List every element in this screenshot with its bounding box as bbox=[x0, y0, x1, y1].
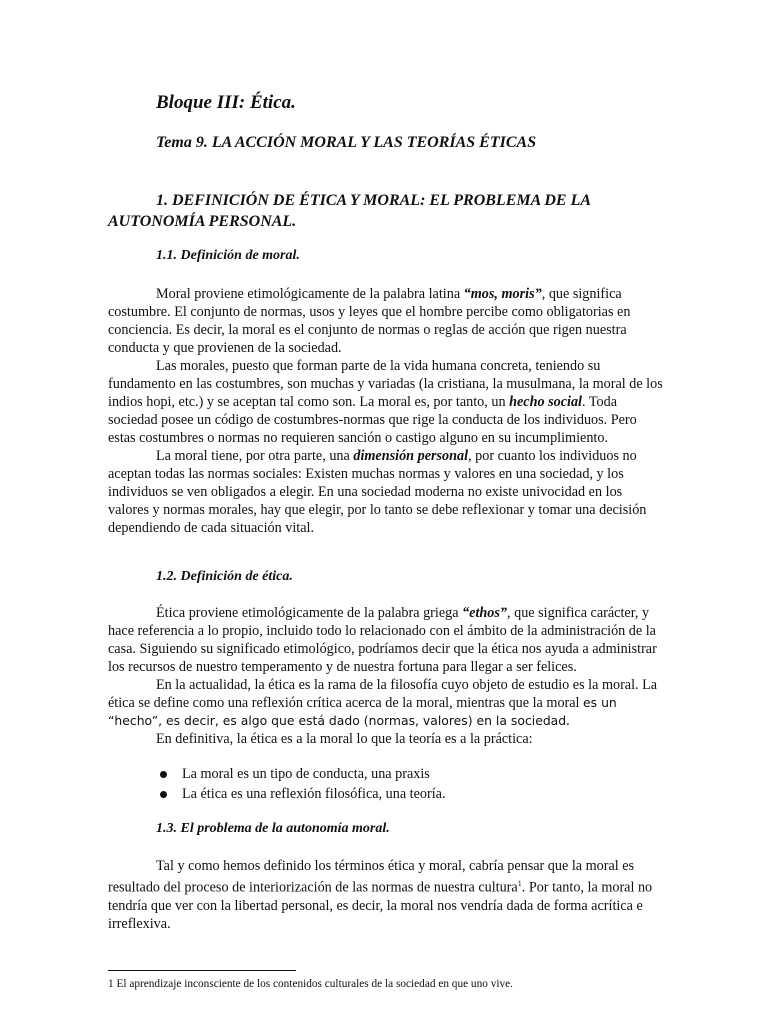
footnote-ref[interactable]: 1 bbox=[517, 879, 522, 888]
section-title-line2: AUTONOMÍA PERSONAL. bbox=[108, 213, 297, 230]
text: Moral proviene etimológicamente de la palabra latina bbox=[156, 286, 464, 302]
emphasis-mos-moris: “mos, moris” bbox=[463, 286, 542, 302]
section-title bbox=[108, 190, 668, 232]
moral-paragraph-2 bbox=[108, 357, 664, 447]
text: Las morales, puesto que forman parte de la vida humana concreta, teniendo su fundamento en las costumbres, son muchas y variadas (la cristiana, la musulmana, la moral de los indios hopi, etc.) y se aceptan tal como son. La moral es, por tanto, un bbox=[108, 358, 663, 410]
etica-paragraph-2 bbox=[108, 676, 664, 730]
etica-paragraphs bbox=[108, 604, 664, 748]
alt-font-text: es un “hecho”, es decir, es algo que está dado (normas, valores) en la sociedad bbox=[108, 695, 617, 728]
subsection-title-autonomia: 1.3. El problema de la autonomía moral. bbox=[156, 821, 390, 836]
block-title: Bloque III: Ética. bbox=[156, 92, 296, 113]
list-item-text: La moral es un tipo de conducta, una praxis bbox=[182, 766, 430, 782]
list-item bbox=[156, 764, 446, 784]
text: Tal y como hemos definido los términos ética y moral, cabría pensar que la moral es resultado del proceso de interiorización de las normas de nuestra cultura bbox=[108, 858, 635, 896]
list-item-text: La ética es una reflexión filosófica, una teoría. bbox=[182, 786, 446, 802]
text: . Toda sociedad posee un código de costumbres-normas que rige la conducta de los individuos. Pero estas costumbres o normas no requieren sanción o castigo alguno en su incumplimiento. bbox=[108, 394, 637, 446]
text: , que significa carácter, y hace referencia a lo propio, incluido todo lo relacionado con el ámbito de la administración de la casa. Siguiendo su significado etimológico, podríamos decir que la ética nos ayuda a administrar los recursos de nuestro temperamento y de nuestra fortuna para llegar a ser felices. bbox=[108, 605, 657, 675]
moral-paragraphs bbox=[108, 285, 664, 537]
ethics-bullet-list bbox=[156, 764, 446, 804]
text: La moral tiene, por otra parte, una bbox=[156, 448, 354, 464]
moral-paragraph-3 bbox=[108, 447, 664, 537]
etica-paragraph-1 bbox=[108, 604, 664, 676]
text: Ética proviene etimológicamente de la palabra griega bbox=[156, 605, 463, 621]
footnote: 1 El aprendizaje inconsciente de los contenidos culturales de la sociedad en que uno vive. bbox=[108, 978, 513, 990]
moral-paragraph-1 bbox=[108, 285, 664, 357]
emphasis-hecho-social: hecho social bbox=[509, 394, 582, 410]
autonomia-paragraph-1 bbox=[108, 857, 664, 933]
autonomia-paragraphs bbox=[108, 857, 664, 933]
emphasis-dimension-personal: dimensión personal bbox=[353, 448, 469, 464]
section-title-line1: 1. DEFINICIÓN DE ÉTICA Y MORAL: EL PROBLEMA DE LA bbox=[156, 192, 592, 209]
list-item bbox=[156, 784, 446, 804]
emphasis-ethos: “ethos” bbox=[462, 605, 508, 621]
text: , que significa costumbre. El conjunto de normas, usos y leyes que el hombre percibe como obligatorias en conciencia. Es decir, la moral es el conjunto de normas o reglas de acción que rigen nuestra conducta y que provienen de la sociedad. bbox=[108, 286, 631, 356]
subsection-title-moral: 1.1. Definición de moral. bbox=[156, 248, 300, 263]
text: En la actualidad, la ética es la rama de la filosofía cuyo objeto de estudio es la moral. La ética se define como una reflexión crítica acerca de la moral, mientras que la moral bbox=[108, 677, 658, 711]
subsection-title-etica: 1.2. Definición de ética. bbox=[156, 569, 293, 584]
bullet-icon bbox=[160, 771, 167, 778]
text: , por cuanto los individuos no aceptan todas las normas sociales: Existen muchas normas y valores en una sociedad, y los individuos se ven obligados a elegir. En una sociedad moderna no existe univocidad en los valores y normas morales, hay que elegir, por lo tanto se debe reflexionar y tomar una decisión dependiendo de cada situación vital. bbox=[108, 448, 647, 536]
bullet-icon bbox=[160, 791, 167, 798]
text: . Por tanto, la moral no tendría que ver con la libertad personal, es decir, la moral nos vendría dada de forma acrítica e irreflexiva. bbox=[108, 879, 653, 932]
footnote-divider bbox=[108, 970, 296, 971]
theme-title: Tema 9. LA ACCIÓN MORAL Y LAS TEORÍAS ÉTICAS bbox=[156, 134, 537, 151]
etica-paragraph-3: En definitiva, la ética es a la moral lo que la teoría es a la práctica: bbox=[156, 731, 533, 747]
text: . bbox=[566, 713, 570, 729]
